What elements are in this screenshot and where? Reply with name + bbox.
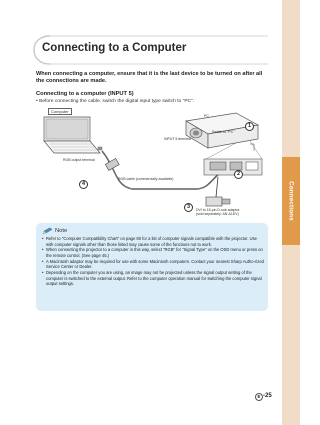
intro-paragraph: When connecting a computer, ensure that it is the last device to be turned on after all the connections are made.	[36, 71, 263, 85]
section-title: Connecting to a computer (INPUT 5)	[36, 91, 134, 97]
section-bullet-text: Before connecting the cable, switch the digital input type switch to "PC".	[39, 99, 195, 104]
note-pencil-icon	[42, 227, 53, 235]
language-badge: E	[255, 393, 263, 401]
switch-label: Switch to "PC"	[212, 130, 235, 134]
adaptor-note: (sold separately: AN-A1DV)	[196, 212, 239, 216]
laptop-illustration	[44, 117, 102, 153]
computer-label: Computer	[48, 108, 72, 115]
diagram-illustration	[36, 107, 268, 219]
note-item: • When connecting the projector to a computer in this way, select "RGB" for "Signal Type" on the OSD menu or press on the remote control. (See page 45.)	[42, 247, 264, 258]
connection-diagram	[36, 107, 268, 219]
rgb-connector	[105, 158, 119, 170]
page-title: Connecting to a Computer	[42, 42, 187, 54]
adaptor-label: DVI to 15-pin D-sub adaptor	[196, 208, 240, 212]
chapter-tab-label: Connections	[287, 181, 295, 221]
input5-terminal-label: INPUT 5 terminal	[164, 137, 191, 141]
step-2-marker: 2	[234, 170, 243, 179]
step-4-marker: 4	[79, 180, 88, 189]
note-item: • Depending on the computer you are using, an image may not be projected unless the signal output setting of the computer is switched to the external output. Refer to the computer operation manual for switching the computer signal output settings.	[42, 270, 264, 287]
note-box	[36, 223, 268, 311]
dvi-adaptor-illustration	[206, 177, 230, 206]
section-bullet: • Before connecting the cable, switch the digital input type switch to "PC".	[36, 99, 195, 104]
step-3-marker: 3	[184, 203, 193, 212]
page-title-block	[28, 33, 268, 69]
note-item: • A Macintosh adaptor may be required for use with some Macintosh computers. Contact your nearest Sharp Autho-rized Service Center or Dealer.	[42, 259, 264, 270]
rgb-cable-label: RGB cable (commercially available)	[118, 177, 174, 181]
chapter-side-tab	[282, 0, 300, 425]
rgb-output-terminal-label: RGB output terminal	[63, 158, 95, 162]
page-number-value: -25	[263, 393, 272, 399]
pc-label: PC	[204, 114, 209, 118]
note-list	[42, 236, 264, 287]
note-title: Note	[55, 228, 68, 234]
rgb-cable	[102, 151, 218, 189]
step-1-marker: 1	[245, 122, 254, 131]
note-item: • Refer to "Computer Compatibility Chart" on page 80 for a list of computer signals compatible with the projector. Use with computer signals other than those listed may cause some of the functions not to work.	[42, 236, 264, 247]
